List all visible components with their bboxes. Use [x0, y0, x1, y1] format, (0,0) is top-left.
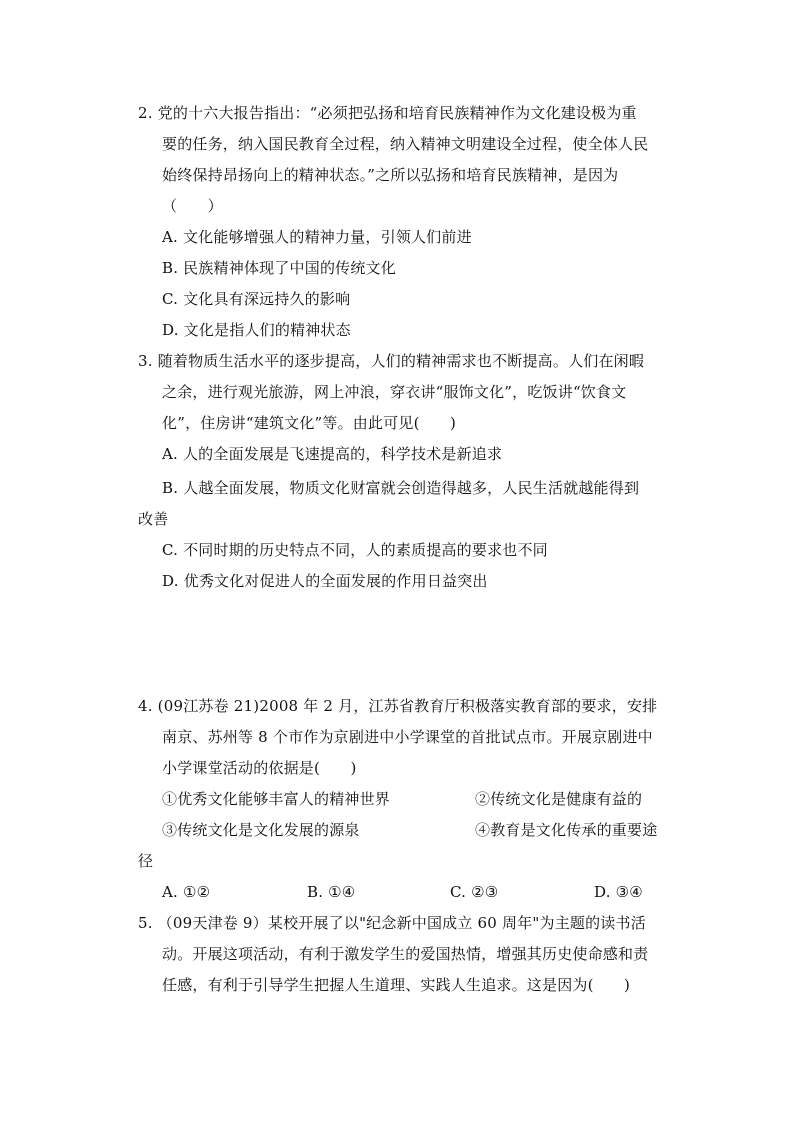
q4-statement-1: ①优秀文化能够丰富人的精神世界 — [162, 790, 391, 808]
q4-line-1: 4. (09江苏卷 21)2008 年 2 月，江苏省教育厅积极落实教育部的要求，安排 — [138, 697, 658, 715]
q4-choice-a: A. ①② — [162, 883, 211, 901]
q2-option-c: C. 文化具有深远持久的影响 — [162, 290, 351, 308]
q5-line-2: 动。开展这项活动，有利于激发学生的爱国热情，增强其历史使命感和责 — [162, 945, 649, 963]
q2-line-1: 2. 党的十六大报告指出：“必须把弘扬和培育民族精神作为文化建设极为重 — [138, 104, 637, 122]
q4-line-3: 小学课堂活动的依据是( ) — [162, 759, 357, 777]
q3-option-c: C. 不同时期的历史特点不同，人的素质提高的要求也不同 — [162, 541, 548, 559]
q4-statement-2: ②传统文化是健康有益的 — [475, 790, 643, 808]
q3-line-1: 3. 随着物质生活水平的逐步提高，人们的精神需求也不断提高。人们在闲暇 — [138, 352, 645, 370]
q4-choice-c: C. ②③ — [450, 883, 499, 901]
q5-line-3: 任感，有利于引导学生把握人生道理、实践人生追求。这是因为( ) — [162, 976, 631, 994]
q4-choice-b: B. ①④ — [307, 883, 356, 901]
q3-line-2: 之余，进行观光旅游，网上冲浪，穿衣讲“服饰文化”，吃饭讲“饮食文 — [162, 383, 627, 401]
q4-statement-4: ④教育是文化传承的重要途 — [475, 821, 658, 839]
q4-statement-3: ③传统文化是文化发展的源泉 — [162, 821, 360, 839]
q3-option-a: A. 人的全面发展是飞速提高的，科学技术是新追求 — [162, 445, 503, 463]
q4-choice-d: D. ③④ — [594, 883, 643, 901]
q2-option-a: A. 文化能够增强人的精神力量，引领人们前进 — [162, 228, 472, 246]
q2-answer-blank: （ ） — [162, 197, 223, 215]
q5-line-1: 5. （09天津卷 9）某校开展了以"纪念新中国成立 60 周年"为主题的读书活 — [138, 914, 646, 932]
q2-option-d: D. 文化是指人们的精神状态 — [162, 321, 351, 339]
q3-option-d: D. 优秀文化对促进人的全面发展的作用日益突出 — [162, 572, 488, 590]
q3-line-3: 化”，住房讲“建筑文化”等。由此可见( ) — [162, 414, 457, 432]
q4-statement-4-wrap: 径 — [138, 852, 154, 870]
q2-line-2: 要的任务，纳入国民教育全过程，纳入精神文明建设全过程，使全体人民 — [162, 135, 649, 153]
q3-option-b: B. 人越全面发展，物质文化财富就会创造得越多，人民生活就越能得到 — [162, 479, 640, 497]
q2-option-b: B. 民族精神体现了中国的传统文化 — [162, 259, 396, 277]
q4-line-2: 南京、苏州等 8 个市作为京剧进中小学课堂的首批试点市。开展京剧进中 — [162, 728, 653, 746]
q3-option-b-wrap: 改善 — [138, 510, 169, 528]
q2-line-3: 始终保持昂扬向上的精神状态。”之所以弘扬和培育民族精神，是因为 — [162, 166, 619, 184]
